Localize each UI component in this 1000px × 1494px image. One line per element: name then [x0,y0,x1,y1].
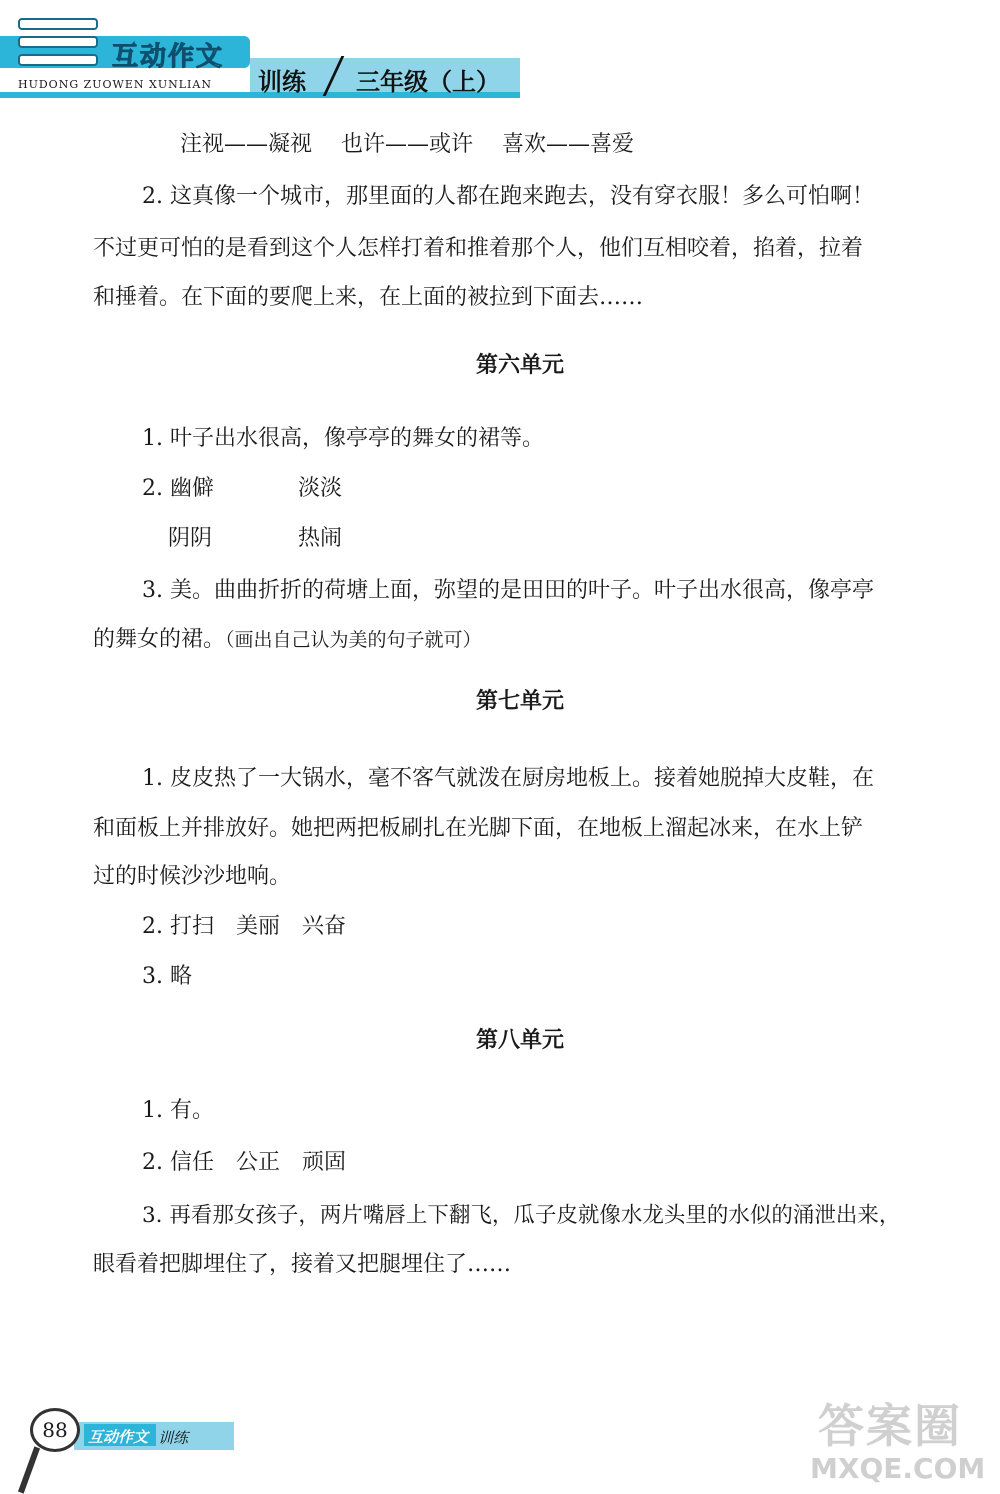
answer-text: 不过更可怕的是看到这个人怎样打着和推着那个人，他们互相咬着，掐着，拉着 [93,236,864,261]
header-brand: 互动作文 [112,42,225,72]
page-number: 88 [30,1408,80,1452]
answer-text: 和面板上并排放好。她把两把板刷扎在光脚下面，在地板上溜起冰来，在水上铲 [93,816,864,841]
unit-7-heading: 第七单元 [475,688,564,714]
footer-brand: 互动作文 [88,1428,149,1446]
answer-text: 过的时候沙沙地响。 [93,864,292,889]
answer-text: 3. 略 [142,964,192,989]
watermark [810,1390,990,1490]
unit-6-heading: 第六单元 [475,352,564,378]
answer-text [93,629,482,651]
unit-8-heading: 第八单元 [475,1027,564,1053]
answer-text: 和捶着。在下面的要爬上来，在上面的被拉到下面去…… [93,285,644,310]
answer-note: （画出自己认为美的句子就可） [225,629,482,651]
header-pinyin: HUDONG ZUOWEN XUNLIAN [18,78,212,91]
answer-text: 2. 打扫 美丽 兴奋 [142,914,346,939]
answer-text: 1. 有。 [142,1098,214,1123]
answer-text: 淡淡 [298,476,343,501]
answer-text: 阴阴 [168,526,213,551]
magnifier-handle-icon [18,1446,40,1493]
answer-text-main: 的舞女的裙。 [93,627,226,652]
footer-train: 训练 [158,1429,189,1447]
answer-text: 3. 美。曲曲折折的荷塘上面，弥望的是田田的叶子。叶子出水很高，像亭亭 [142,578,874,603]
watermark-logo: 答案圈 [818,1399,962,1453]
watermark-url: MXQE.COM [810,1452,986,1485]
answer-text: 2. 这真像一个城市，那里面的人都在跑来跑去，没有穿衣服！多么可怕啊！ [142,184,874,209]
header-logo-lines-icon [18,18,98,78]
header-grade: 三年级（上） [356,68,500,96]
answer-text: 热闹 [298,526,343,551]
synonyms-line: 注视——凝视 也许——或许 喜欢——喜爱 [180,132,634,157]
answer-text: 3. 再看那女孩子，两片嘴唇上下翻飞，瓜子皮就像水龙头里的水似的涌泄出来， [142,1203,901,1228]
answer-text: 眼看着把脚埋住了，接着又把腿埋住了…… [93,1252,512,1277]
answer-text: 2. 信任 公正 顽固 [142,1150,346,1175]
answer-text: 1. 皮皮热了一大锅水，毫不客气就泼在厨房地板上。接着她脱掉大皮鞋，在 [142,766,874,791]
page-header [0,0,1000,110]
answer-text: 2. 幽僻 [142,476,214,501]
answer-text: 1. 叶子出水很高，像亭亭的舞女的裙等。 [142,426,544,451]
header-train: 训练 [258,68,306,96]
